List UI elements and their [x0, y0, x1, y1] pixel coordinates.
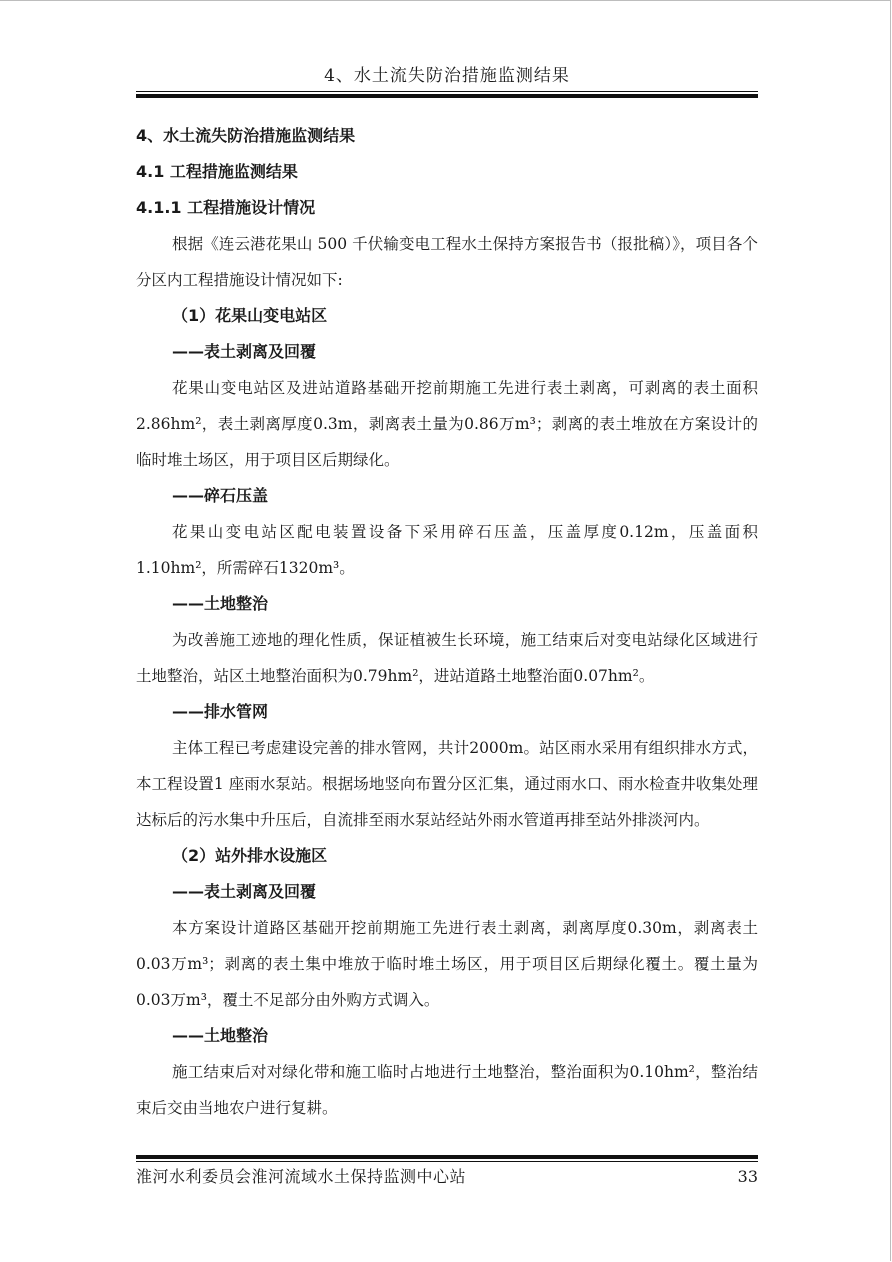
subsection-heading: 4.1.1 工程措施设计情况: [136, 198, 316, 217]
footer-organization: 淮河水利委员会淮河流域水土保持监测中心站: [136, 1167, 467, 1186]
area2-heading: （2）站外排水设施区: [172, 846, 328, 865]
area1-heading: （1）花果山变电站区: [172, 306, 328, 325]
area2-topsoil-paragraph: 本方案设计道路区基础开挖前期施工先进行表土剥离，剥离厚度0.30m，剥离表土0.03万m³；剥离的表土集中堆放于临时堆土场区，用于项目区后期绿化覆土。覆土量为0.03万m³，覆土不足部分由外购方式调入。: [136, 919, 758, 1009]
document-body: [136, 118, 758, 1126]
area1-topsoil-heading: ——表土剥离及回覆: [172, 342, 317, 361]
header-rule-thick: [136, 94, 758, 98]
area1-land-heading: ——土地整治: [172, 594, 269, 613]
area2-land-paragraph: 施工结束后对对绿化带和施工临时占地进行土地整治，整治面积为0.10hm²，整治结束后交由当地农户进行复耕。: [136, 1063, 758, 1117]
running-header: 4、水土流失防治措施监测结果: [324, 66, 570, 86]
page-number: 33: [737, 1167, 758, 1186]
area1-drainage-paragraph: 主体工程已考虑建设完善的排水管网，共计2000m。站区雨水采用有组织排水方式，本工程设置1 座雨水泵站。根据场地竖向布置分区汇集，通过雨水口、雨水检查井收集处理达标后的污水集中升压后，自流排至雨水泵站经站外雨水管道再排至站外排淡河内。: [136, 739, 758, 829]
area1-topsoil-paragraph: 花果山变电站区及进站道路基础开挖前期施工先进行表土剥离，可剥离的表土面积2.86hm²，表土剥离厚度0.3m，剥离表土量为0.86万m³；剥离的表土堆放在方案设计的临时堆土场区，用于项目区后期绿化。: [136, 379, 758, 469]
footer-rule-thick: [136, 1155, 758, 1159]
area2-topsoil-heading: ——表土剥离及回覆: [172, 882, 317, 901]
area1-gravel-paragraph: 花果山变电站区配电装置设备下采用碎石压盖，压盖厚度0.12m，压盖面积1.10hm²，所需碎石1320m³。: [136, 523, 758, 577]
header-rule-thin: [136, 91, 758, 92]
area2-land-heading: ——土地整治: [172, 1026, 269, 1045]
area1-gravel-heading: ——碎石压盖: [172, 486, 269, 505]
section-heading: 4.1 工程措施监测结果: [136, 162, 298, 181]
area1-land-paragraph: 为改善施工迹地的理化性质，保证植被生长环境，施工结束后对变电站绿化区域进行土地整治，站区土地整治面积为0.79hm²，进站道路土地整治面0.07hm²。: [136, 631, 758, 685]
intro-paragraph: 根据《连云港花果山 500 千伏输变电工程水土保持方案报告书（报批稿）》，项目各个分区内工程措施设计情况如下:: [136, 235, 758, 289]
chapter-heading: 4、水土流失防治措施监测结果: [136, 126, 356, 145]
area1-drainage-heading: ——排水管网: [172, 702, 269, 721]
footer-rule-thin: [136, 1161, 758, 1162]
